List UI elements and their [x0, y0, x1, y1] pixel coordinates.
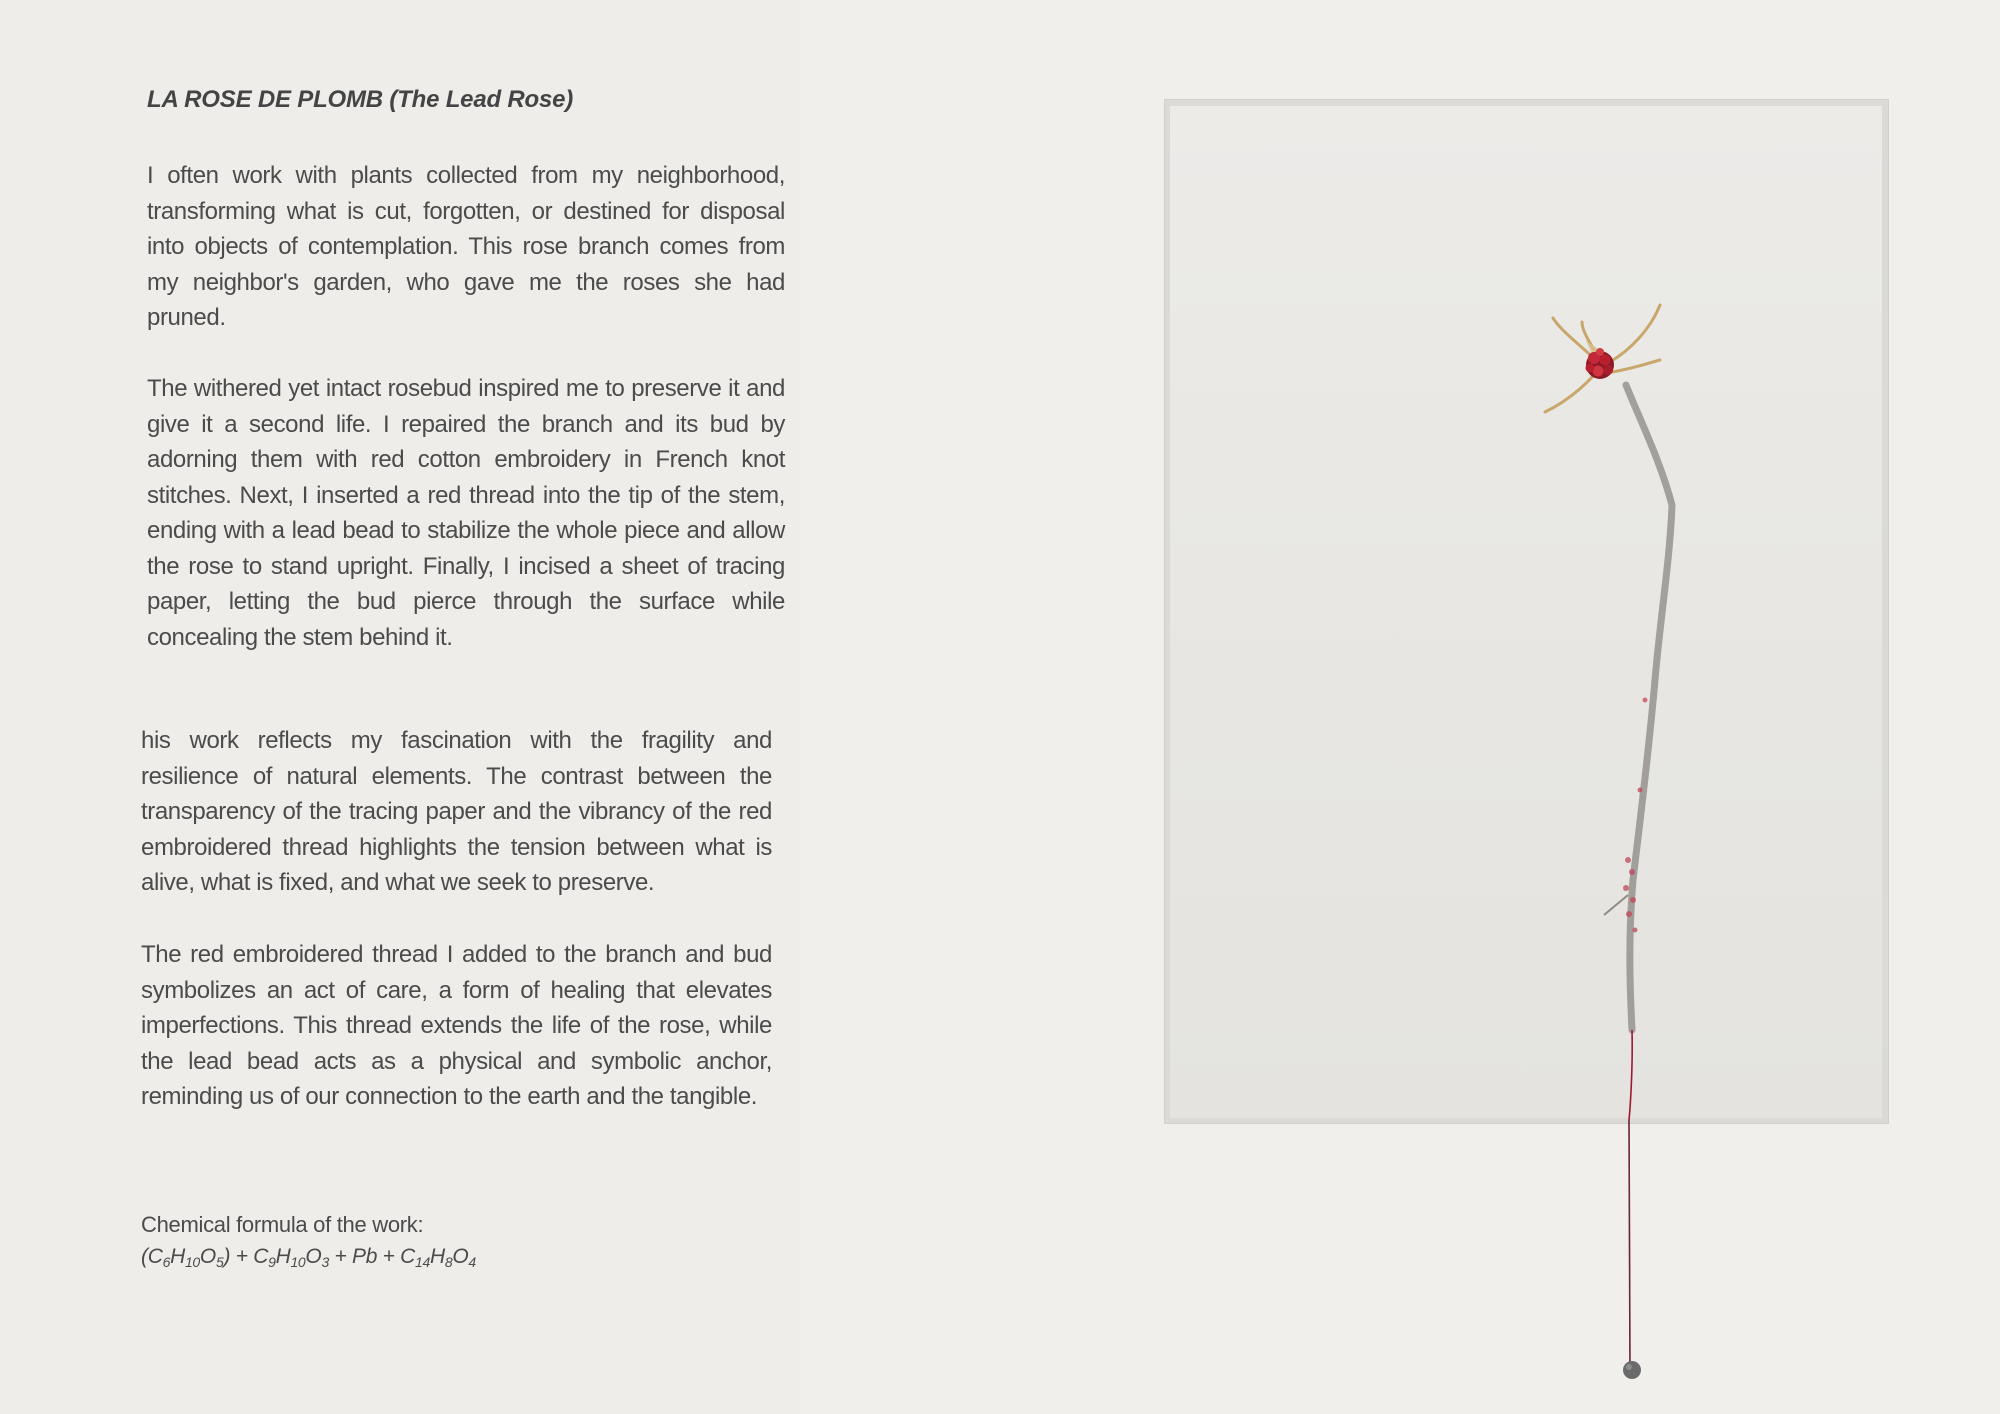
- rose-stem: [1626, 385, 1672, 1030]
- paragraph-4: The red embroidered thread I added to the branch and bud symbolizes an act of care, a form of healing that elevates imperfections. This thread extends the life of the rose, while the lead bead acts as a physical and symbolic anchor, reminding us of our connection to the earth and the tangible.: [141, 941, 772, 1110]
- thorn: [1604, 895, 1628, 915]
- chemical-formula: $(C_6H_{10}O_5) + C_9H_{10}O_3 + Pb + C_{14}H_8O_4$: [141, 1245, 476, 1270]
- document-title: LA ROSE DE PLOMB (The Lead Rose): [147, 86, 574, 113]
- paragraph-3: his work reflects my fascination with the fragility and resilience of natural elements. The contrast between the transparency of the tracing paper and the vibrancy of the red embroidered thread highlights the tension between what is alive, what is fixed, and what we seek to preserve.: [141, 727, 772, 896]
- paragraph-2: The withered yet intact rosebud inspired me to preserve it and give it a second life. I repaired the branch and its bud by adorning them with red cotton embroidery in French knot stitches. Next, I inserted a red thread into the tip of the stem, ending with a lead bead to stabilize the whole piece and allow the rose to stand upright. Finally, I incised a sheet of tracing paper, letting the bud pierce through the surface while concealing the stem behind it.: [147, 375, 785, 651]
- formula-label: Chemical formula of the work:: [141, 1212, 424, 1237]
- paragraph-1: I often work with plants collected from my neighborhood, transforming what is cut, forgotten, or destined for disposal into objects of contemplation. This rose branch comes from my neighbor's garden, who gave me the roses she had pruned.: [147, 162, 785, 331]
- lead-bead: [1623, 1361, 1641, 1379]
